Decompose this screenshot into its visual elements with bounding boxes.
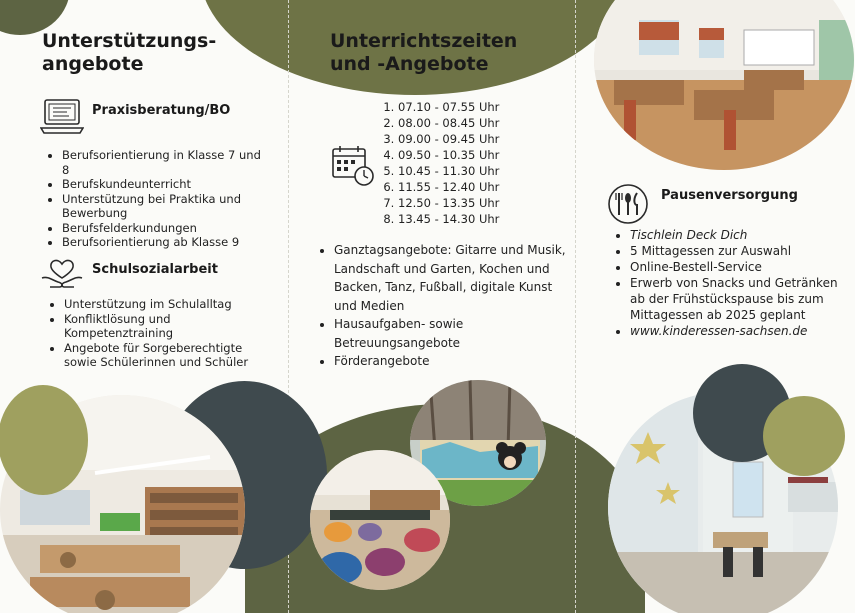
laptop-icon xyxy=(40,98,84,136)
section-heading-praxisberatung: Praxisberatung/BO xyxy=(92,103,231,118)
list-item: • Berufsorientierung in Klasse 7 und 8 xyxy=(62,148,262,177)
list-item: • Angebote für Sorgeberechtigte sowie Schülerinnen und Schüler xyxy=(64,341,269,370)
list-item: • Berufsorientierung ab Klasse 9 xyxy=(62,235,262,250)
offers-list xyxy=(320,241,574,371)
list-item: • Ganztagsangebote: Gitarre und Musik, Landschaft und Garten, Kochen und Backen, Tanz, Fußball, digitale Kunst und Medien xyxy=(334,241,574,315)
list-item: • Berufskundeunterricht xyxy=(62,177,262,192)
list-item: • Online-Bestell-Service xyxy=(630,259,840,275)
left-panel-title: Unterstützungs- angebote xyxy=(42,30,217,75)
middle-panel-title: Unterrichtszeiten und -Angebote xyxy=(330,30,518,75)
list-item: 7. 12.50 - 13.35 Uhr xyxy=(398,195,568,211)
section-heading-pausenversorgung: Pausenversorgung xyxy=(661,188,798,203)
list-item: • Förderangebote xyxy=(334,352,574,371)
list-item: • Erwerb von Snacks und Getränken ab der Frühstückspause bis zum Mittagessen ab 2025 geplant xyxy=(630,275,840,323)
lounge-beanbags-photo xyxy=(310,450,450,590)
classroom-photo xyxy=(594,0,854,170)
list-item: • www.kinderessen-sachsen.de xyxy=(630,323,840,339)
fold-line-2 xyxy=(575,0,576,613)
list-item: 2. 08.00 - 08.45 Uhr xyxy=(398,115,568,131)
right-sage-blob xyxy=(763,396,845,476)
lesson-times-list xyxy=(378,99,568,227)
list-item: 6. 11.55 - 12.40 Uhr xyxy=(398,179,568,195)
schulsozialarbeit-list xyxy=(50,297,269,370)
left-sage-blob xyxy=(0,385,88,495)
list-item: • Berufsfelderkundungen xyxy=(62,221,262,236)
cutlery-icon xyxy=(607,183,649,225)
list-item: • Unterstützung im Schulalltag xyxy=(64,297,269,312)
list-item: • 5 Mittagessen zur Auswahl xyxy=(630,243,840,259)
section-heading-schulsozialarbeit: Schulsozialarbeit xyxy=(92,262,218,277)
list-item: 4. 09.50 - 10.35 Uhr xyxy=(398,147,568,163)
list-item: 5. 10.45 - 11.30 Uhr xyxy=(398,163,568,179)
list-item: 3. 09.00 - 09.45 Uhr xyxy=(398,131,568,147)
pausenversorgung-list xyxy=(616,227,840,339)
list-item: • Hausaufgaben- sowie Betreuungsangebote xyxy=(334,315,574,352)
praxisberatung-list xyxy=(48,148,262,250)
list-item: • Tischlein Deck Dich xyxy=(630,227,840,243)
calendar-clock-icon xyxy=(331,145,375,187)
list-item: • Unterstützung bei Praktika und Bewerbung xyxy=(62,192,262,221)
list-item: 1. 07.10 - 07.55 Uhr xyxy=(398,99,568,115)
heart-hands-icon xyxy=(40,256,84,292)
list-item: • Konfliktlösung und Kompetenztraining xyxy=(64,312,269,341)
list-item: 8. 13.45 - 14.30 Uhr xyxy=(398,211,568,227)
